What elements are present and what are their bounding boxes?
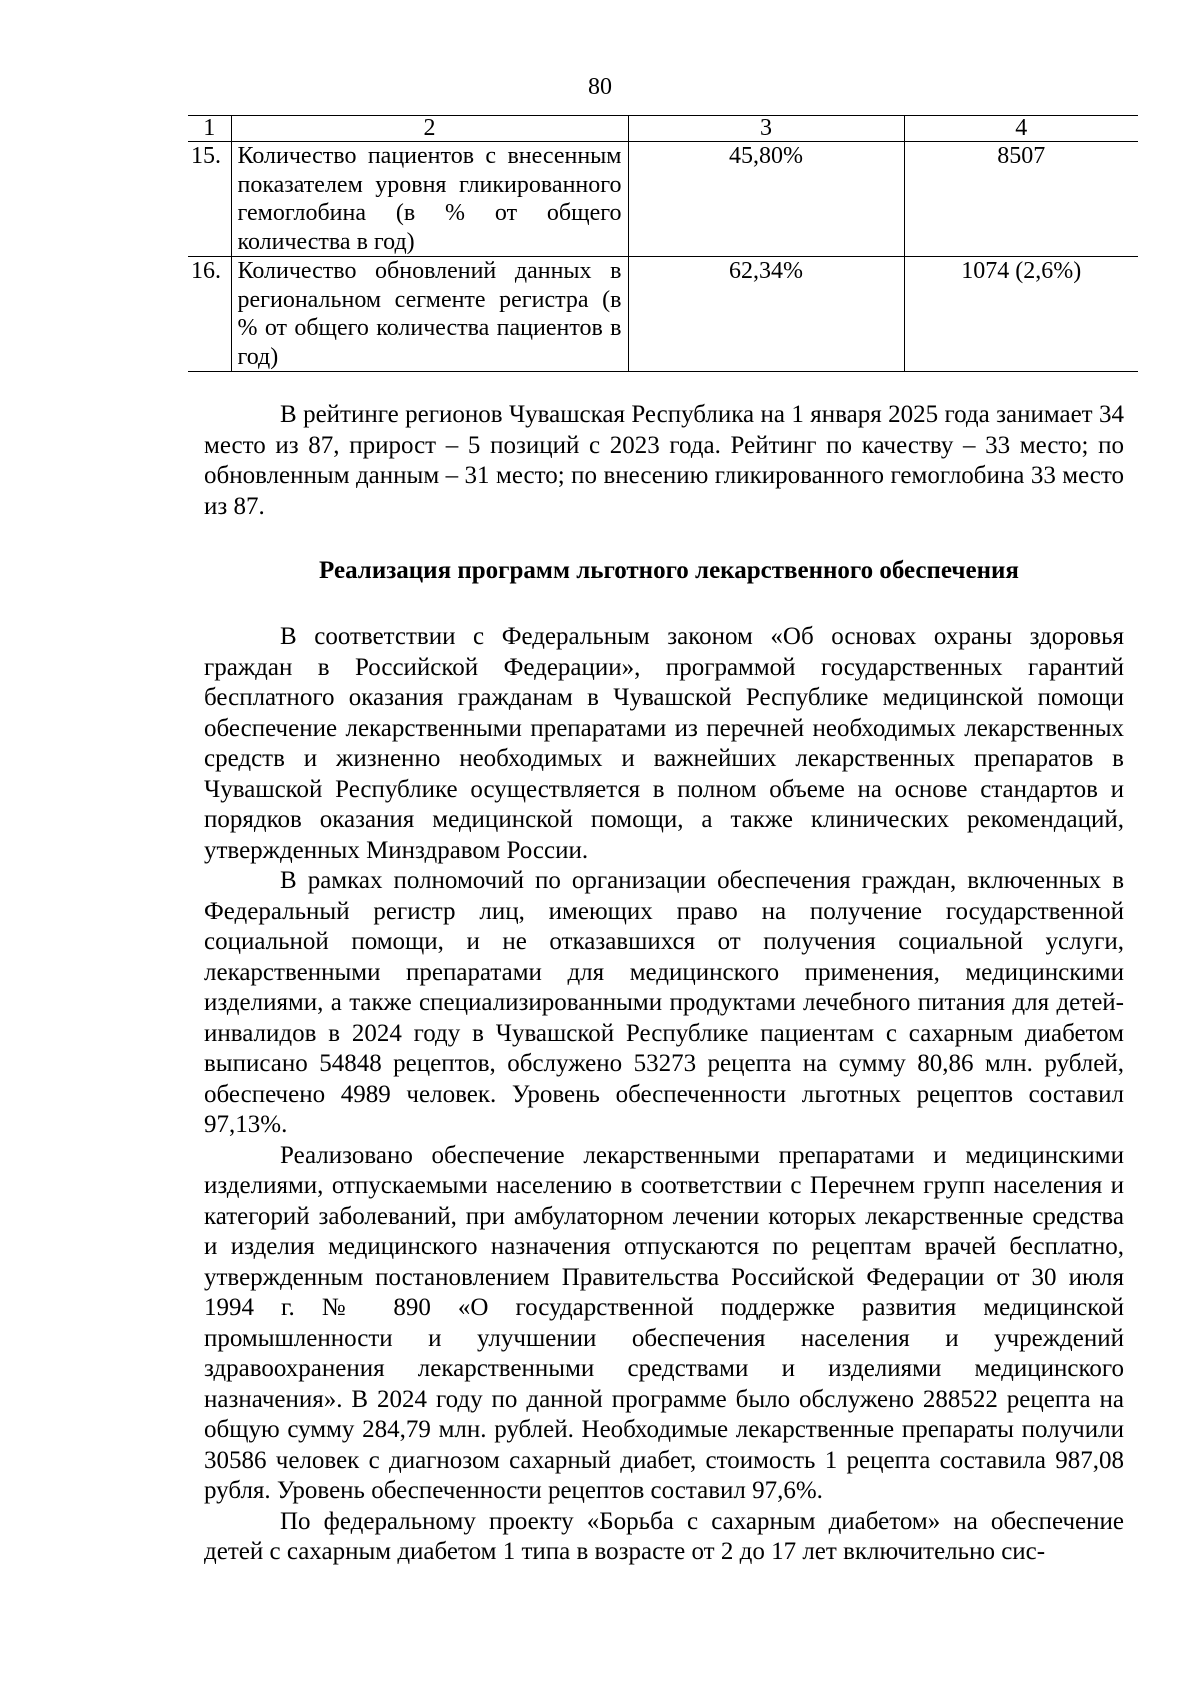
indicator-name: Количество обновлений данных в региональном сегменте регистра (в % от общего количества пациентов в год) — [231, 257, 628, 372]
table-header-cell: 3 — [628, 116, 904, 142]
body-paragraph: В соответствии с Федеральным законом «Об основах охраны здоровья граждан в Российской Федерации», программой государственных гарантий бесплатного оказания гражданам в Чувашской Республике медицинской помощи обеспечение лекарственными препаратами из перечней необходимых лекарственных средств и жизненно необходимых и важнейших лекарственных препаратов в Чувашской Республике осуществляется в полном объеме на основе стандартов и порядков оказания медицинской помощи, а также клинических рекомендаций, утвержденных Минздравом России. — [204, 623, 1124, 864]
rating-paragraph: В рейтинге регионов Чувашская Республика на 1 января 2025 года занимает 34 место из 87, прирост – 5 позиций с 2023 года. Рейтинг по качеству – 33 место; по обновленным данным – 31 место; по внесению гликированного гемоглобина 33 место из 87. — [204, 401, 1124, 520]
document-body — [204, 400, 1124, 1568]
body-paragraph: По федеральному проекту «Борьба с сахарным диабетом» на обеспечение детей с сахарным диабетом 1 типа в возрасте от 2 до 17 лет включительно сис- — [204, 1507, 1124, 1565]
indicator-percent: 45,80% — [628, 142, 904, 257]
row-number: 16. — [188, 257, 231, 372]
indicator-name: Количество пациентов с внесенным показателем уровня гликированного гемоглобина (в % от общего количества в год) — [231, 142, 628, 257]
section-heading: Реализация программ льготного лекарственного обеспечения — [319, 557, 1019, 584]
table-header-row — [188, 116, 1138, 142]
indicator-percent: 62,34% — [628, 257, 904, 372]
body-paragraph: Реализовано обеспечение лекарственными препаратами и медицинскими изделиями, отпускаемыми населению в соответствии с Перечнем групп населения и категорий заболеваний, при амбулаторном лечении которых лекарственные средства и изделия медицинского назначения отпускаются по рецептам врачей бесплатно, утвержденным постановлением Правительства Российской Федерации от 30 июля 1994 г. № 890 «О государственной поддержке развития медицинской промышленности и улучшении обеспечения населения и учреждений здравоохранения лекарственными средствами и изделиями медицинского назначения». В 2024 году по данной программе было обслужено 288522 рецепта на общую сумму 284,79 млн. рублей. Необходимые лекарственные препараты получили 30586 человек с диагнозом сахарный диабет, стоимость 1 рецепта составила 987,08 рубля. Уровень обеспеченности рецептов составил 97,6%. — [204, 1141, 1124, 1504]
indicators-table — [188, 115, 1138, 372]
body-paragraph: В рамках полномочий по организации обеспечения граждан, включенных в Федеральный регистр лиц, имеющих право на получение государственной социальной помощи, и не отказавшихся от получения социальной услуги, лекарственными препаратами для медицинского применения, медицинскими изделиями, а также специализированными продуктами лечебного питания для детей-инвалидов в 2024 году в Чувашской Республике пациентам с сахарным диабетом выписано 54848 рецептов, обслужено 53273 рецепта на сумму 80,86 млн. рублей, обеспечено 4989 человек. Уровень обеспеченности льготных рецептов составил 97,13%. — [204, 867, 1124, 1138]
table-row — [188, 142, 1138, 257]
indicator-count: 8507 — [904, 142, 1138, 257]
table-header-cell: 2 — [231, 116, 628, 142]
row-number: 15. — [188, 142, 231, 257]
indicator-count: 1074 (2,6%) — [904, 257, 1138, 372]
page-number: 80 — [588, 74, 612, 100]
table-row — [188, 257, 1138, 372]
table-header-cell: 1 — [188, 116, 231, 142]
table-header-cell: 4 — [904, 116, 1138, 142]
